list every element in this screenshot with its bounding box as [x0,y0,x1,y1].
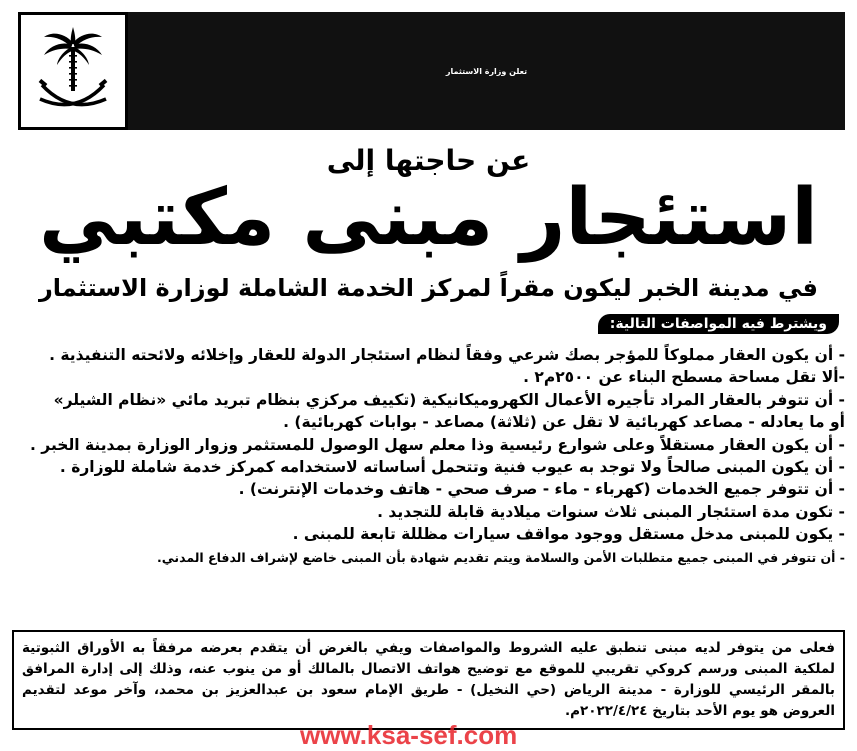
ad-title: تعلن وزارة الاستثمار [128,12,845,130]
headline: استئجار مبنى مكتبي [39,173,818,263]
location-text: في مدينة الخبر ليكون مقراً لمركز الخدمة الشاملة لوزارة الاستثمار [38,274,819,302]
advertisement [12,12,845,737]
list-item: - أن تتوفر جميع الخدمات (كهرباء - ماء - صرف صحي - هاتف وخدمات الإنترنت) . [238,480,845,499]
intro-text: عن حاجتها إلى [326,144,531,177]
list-item: - يكون للمبنى مدخل مستقل ووجود مواقف سيارات مظللة تابعة للمبنى . [292,525,845,544]
specs-list [12,344,845,570]
emblem-frame [18,12,128,130]
watermark-link: www.ksa-sef.com [300,720,518,750]
list-item: - أن تتوفر بالعقار المراد تأجيره الأعمال الكهروميكانيكية (تكييف مركزي بنظام تبريد مائي «نظام الشيلر» [53,390,845,409]
header-banner [12,12,845,130]
list-item: -ألا تقل مساحة مسطح البناء عن ٢٥٠٠م٢ . [523,368,845,387]
list-item: أو ما يعادله - مصاعد كهربائية لا تقل عن (ثلاثة) مصاعد - بوابات كهربائية) . [283,413,845,432]
list-item: - تكون مدة استئجار المبنى ثلاث سنوات ميلادية قابلة للتجديد . [377,502,845,521]
palm-swords-emblem-icon [30,23,116,119]
list-item: - أن يكون المبنى صالحاً ولا توجد به عيوب فنية وتتحمل أساساته لاستخدامه كمركز خدمة شاملة للوزارة . [59,458,845,477]
list-item: - أن يكون العقار مستقلاً وعلى شوارع رئيسية وذا معلم سهل الوصول للمستثمر وزوار الوزارة بمدينة الخبر . [30,435,845,454]
list-item: - أن يكون العقار مملوكاً للمؤجر بصك شرعي وفقاً لنظام استئجار الدولة للعقار وإخلائه ولائحته التنفيذية . [49,346,845,364]
footer-text: فعلى من يتوفر لديه مبنى تنطبق عليه الشروط والمواصفات ويفي بالغرض أن يتقدم بعرضه مرفقاً به الأوراق الثبوتية لملكية المبنى ورسم كروكي تقريبي للموقع مع توضيح هواتف الاتصال بالمالك أو من ينوب عنه، وذلك إلى إدارة المرافق بالمقر الرئيسي للوزارة - مدينة الرياض (حي النخيل) - طريق الإمام سعود بن عبدالعزيز بن محمد، وآخر موعد لتقديم العروض هو يوم الأحد بتاريخ ٢٠٢٢/٤/٢٤م. [22,640,835,719]
specs-heading: ويشترط فيه المواصفات التالية: [598,314,839,334]
submission-instructions [12,630,845,730]
list-item: - أن تتوفر في المبنى جميع متطلبات الأمن والسلامة ويتم تقديم شهادة بأن المبنى خاضع لإشراف الدفاع المدني. [157,549,845,565]
